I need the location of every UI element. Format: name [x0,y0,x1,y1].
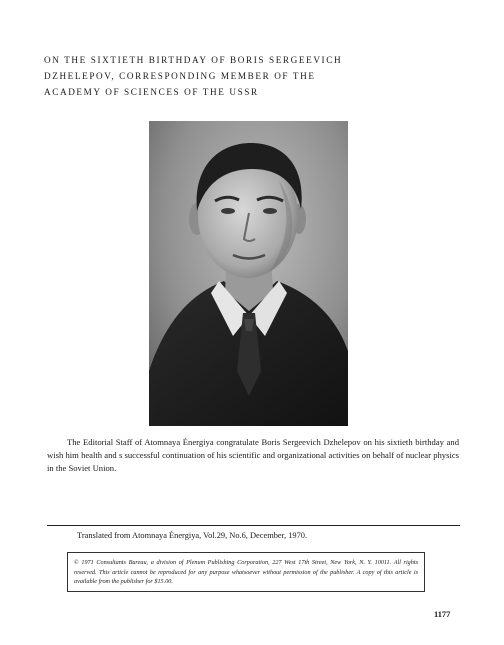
portrait-image [149,121,348,426]
congratulation-paragraph: The Editorial Staff of Atomnaya Énergiya congratulate Boris Sergeevich Dzhelepov on his sixtieth birthday and wish him health and s successful continuation of his scientific and organizational activities on behalf of nuclear physics in the Soviet Union. [47,437,459,473]
title-line-2: DZHELEPOV, CORRESPONDING MEMBER OF THE [44,71,316,81]
article-title [44,52,464,100]
copyright-box [67,552,425,592]
portrait-photo [149,121,348,426]
footer-rule [47,525,460,526]
page-number: 1177 [434,610,451,619]
title-line-3: ACADEMY OF SCIENCES OF THE USSR [44,87,259,97]
copyright-text: 1971 Consultants Bureau, a division of Plenum Publishing Corporation, 227 West 17th Street, New York, N. Y. 10011. All rights reserved. This article cannot be reproduced for any purpose whatsoever without permission of the publisher. A copy of this article is available from the publisher for $15.00. [74,559,418,585]
copyright-symbol: © [74,559,79,566]
translation-note: Translated from Atomnaya Énergiya, Vol.29, No.6, December, 1970. [77,531,308,540]
title-line-1: ON THE SIXTIETH BIRTHDAY OF BORIS SERGEEVICH [44,55,343,65]
